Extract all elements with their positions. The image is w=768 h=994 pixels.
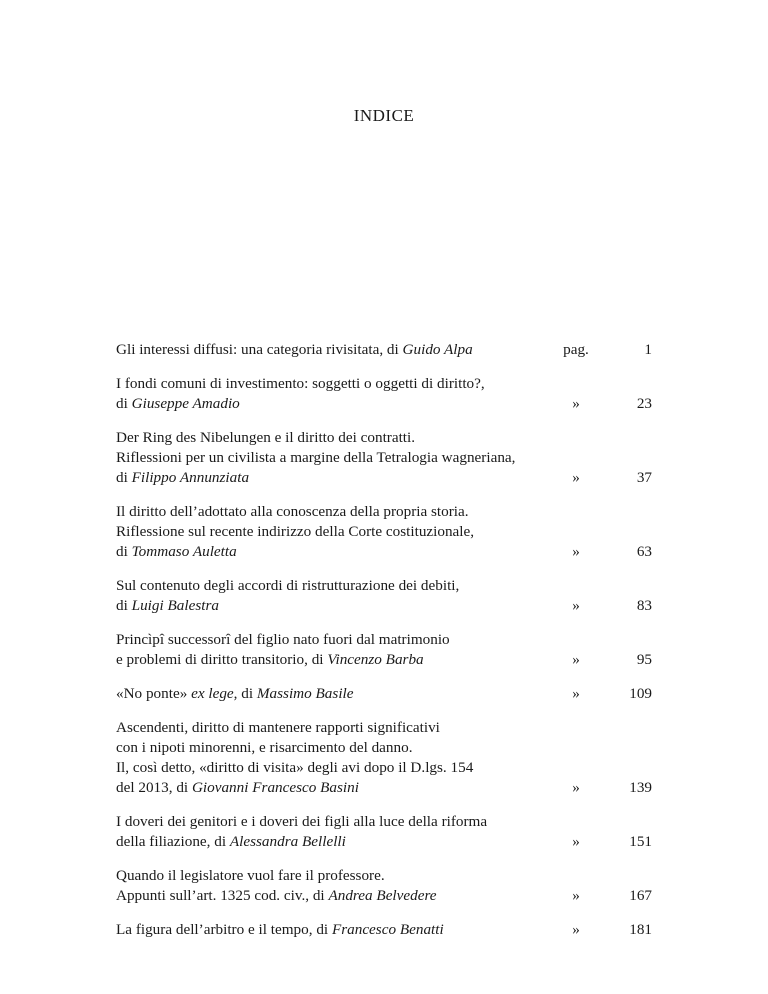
toc-entry-title bbox=[116, 374, 546, 414]
toc-entry-title bbox=[116, 920, 546, 940]
toc-entry-line bbox=[116, 684, 546, 704]
toc-entry bbox=[116, 920, 652, 940]
toc-entry-author: Guido Alpa bbox=[402, 341, 473, 358]
toc-entry bbox=[116, 374, 652, 414]
toc-entry-marker: » bbox=[572, 921, 580, 938]
toc-entry bbox=[116, 684, 652, 704]
toc-entry-line bbox=[116, 718, 546, 738]
toc-entry-author: Francesco Benatti bbox=[331, 921, 444, 938]
toc-entry-title bbox=[116, 866, 546, 906]
toc-entry-text: Il diritto dell’adottato alla conoscenza della propria storia. bbox=[116, 503, 469, 520]
toc-entry-text: Riflessione sul recente indirizzo della Corte costituzionale, bbox=[116, 523, 475, 540]
toc-entry-title bbox=[116, 812, 546, 852]
table-of-contents bbox=[116, 340, 652, 954]
toc-entry-line bbox=[116, 778, 546, 798]
toc-entry-line bbox=[116, 866, 546, 886]
toc-entry bbox=[116, 630, 652, 670]
toc-entry-author: Filippo Annunziata bbox=[131, 469, 250, 486]
toc-entry-marker: » bbox=[572, 469, 580, 486]
toc-entry-text: e problemi di diritto transitorio, di bbox=[116, 651, 328, 668]
toc-entry-marker: » bbox=[572, 685, 580, 702]
toc-entry-title bbox=[116, 684, 546, 704]
toc-entry-author: Andrea Belvedere bbox=[328, 887, 437, 904]
toc-entry-author: Luigi Balestra bbox=[131, 597, 219, 614]
toc-entry-line bbox=[116, 738, 546, 758]
toc-entry-italic: ex lege bbox=[191, 685, 234, 702]
toc-entry-text: del 2013, di bbox=[116, 779, 192, 796]
toc-entry-line bbox=[116, 832, 546, 852]
toc-entry-author: Vincenzo Barba bbox=[327, 651, 424, 668]
toc-entry-line bbox=[116, 394, 546, 414]
toc-entry-line bbox=[116, 758, 546, 778]
toc-entry-text: , di bbox=[233, 685, 257, 702]
toc-entry-text: della filiazione, di bbox=[116, 833, 230, 850]
toc-entry-line bbox=[116, 650, 546, 670]
toc-entry-text: Quando il legislatore vuol fare il professore. bbox=[116, 867, 385, 884]
toc-entry-line bbox=[116, 374, 546, 394]
toc-entry-marker: pag. bbox=[563, 341, 589, 358]
toc-entry-author: Alessandra Bellelli bbox=[229, 833, 346, 850]
toc-entry-page-number: 37 bbox=[636, 469, 652, 486]
toc-entry-title bbox=[116, 630, 546, 670]
toc-entry-line bbox=[116, 576, 546, 596]
toc-entry-marker: » bbox=[572, 779, 580, 796]
toc-entry-author: Giovanni Francesco Basini bbox=[191, 779, 359, 796]
toc-entry-page-number: 109 bbox=[629, 685, 652, 702]
toc-entry-marker: » bbox=[572, 833, 580, 850]
toc-entry-author: Massimo Basile bbox=[256, 685, 354, 702]
toc-entry-line bbox=[116, 340, 546, 360]
toc-entry-marker: » bbox=[572, 887, 580, 904]
toc-entry-text: di bbox=[116, 469, 132, 486]
toc-entry-page-number: 167 bbox=[629, 887, 652, 904]
toc-entry-text: Ascendenti, diritto di mantenere rapporti significativi bbox=[116, 719, 440, 736]
toc-entry-text: di bbox=[116, 543, 132, 560]
toc-entry-line bbox=[116, 812, 546, 832]
toc-entry-text: Sul contenuto degli accordi di ristrutturazione dei debiti, bbox=[116, 577, 460, 594]
toc-entry-page-number: 1 bbox=[644, 341, 652, 358]
toc-entry-line bbox=[116, 522, 546, 542]
toc-entry-line bbox=[116, 502, 546, 522]
toc-entry-page-number: 23 bbox=[636, 395, 652, 412]
toc-entry-title bbox=[116, 502, 546, 562]
toc-entry bbox=[116, 718, 652, 798]
toc-entry-text: Riflessioni per un civilista a margine della Tetralogia wagneriana, bbox=[116, 449, 516, 466]
toc-entry-title bbox=[116, 428, 546, 488]
toc-entry-line bbox=[116, 468, 546, 488]
toc-entry-text: Appunti sull’art. 1325 cod. civ., di bbox=[116, 887, 329, 904]
toc-entry-page-number: 181 bbox=[629, 921, 652, 938]
toc-entry-page-number: 83 bbox=[636, 597, 652, 614]
toc-entry-text: di bbox=[116, 395, 132, 412]
toc-entry-line bbox=[116, 920, 546, 940]
toc-entry-marker: » bbox=[572, 395, 580, 412]
toc-entry-author: Tommaso Auletta bbox=[131, 543, 237, 560]
toc-entry-text: I fondi comuni di investimento: soggetti o oggetti di diritto?, bbox=[116, 375, 485, 392]
toc-entry-page-number: 63 bbox=[636, 543, 652, 560]
toc-entry-line bbox=[116, 596, 546, 616]
toc-entry-title bbox=[116, 718, 546, 798]
toc-entry bbox=[116, 428, 652, 488]
toc-entry-text: I doveri dei genitori e i doveri dei figli alla luce della riforma bbox=[116, 813, 488, 830]
toc-entry-text: di bbox=[116, 597, 132, 614]
toc-entry-text: Il, così detto, «diritto di visita» degli avi dopo il D.lgs. 154 bbox=[116, 759, 474, 776]
toc-entry-line bbox=[116, 542, 546, 562]
page-title: INDICE bbox=[353, 106, 415, 125]
toc-entry-author: Giuseppe Amadio bbox=[131, 395, 240, 412]
toc-entry-marker: » bbox=[572, 543, 580, 560]
toc-entry-text: con i nipoti minorenni, e risarcimento del danno. bbox=[116, 739, 413, 756]
toc-entry bbox=[116, 502, 652, 562]
toc-entry-text: «No ponte» bbox=[116, 685, 192, 702]
toc-entry bbox=[116, 812, 652, 852]
toc-entry bbox=[116, 340, 652, 360]
toc-entry-page-number: 151 bbox=[629, 833, 652, 850]
toc-entry-text: Gli interessi diffusi: una categoria rivisitata, di bbox=[116, 341, 403, 358]
toc-entry-text: Princìpî successorî del figlio nato fuori dal matrimonio bbox=[116, 631, 450, 648]
toc-entry-line bbox=[116, 630, 546, 650]
toc-entry-line bbox=[116, 886, 546, 906]
toc-entry-text: La figura dell’arbitro e il tempo, di bbox=[116, 921, 332, 938]
toc-entry-title bbox=[116, 340, 546, 360]
toc-entry-marker: » bbox=[572, 651, 580, 668]
toc-entry bbox=[116, 866, 652, 906]
toc-entry-title bbox=[116, 576, 546, 616]
toc-entry-line bbox=[116, 448, 546, 468]
toc-entry-text: Der Ring des Nibelungen e il diritto dei contratti. bbox=[116, 429, 416, 446]
toc-entry-page-number: 95 bbox=[636, 651, 652, 668]
toc-entry-marker: » bbox=[572, 597, 580, 614]
toc-entry-line bbox=[116, 428, 546, 448]
toc-entry-page-number: 139 bbox=[629, 779, 652, 796]
toc-entry bbox=[116, 576, 652, 616]
